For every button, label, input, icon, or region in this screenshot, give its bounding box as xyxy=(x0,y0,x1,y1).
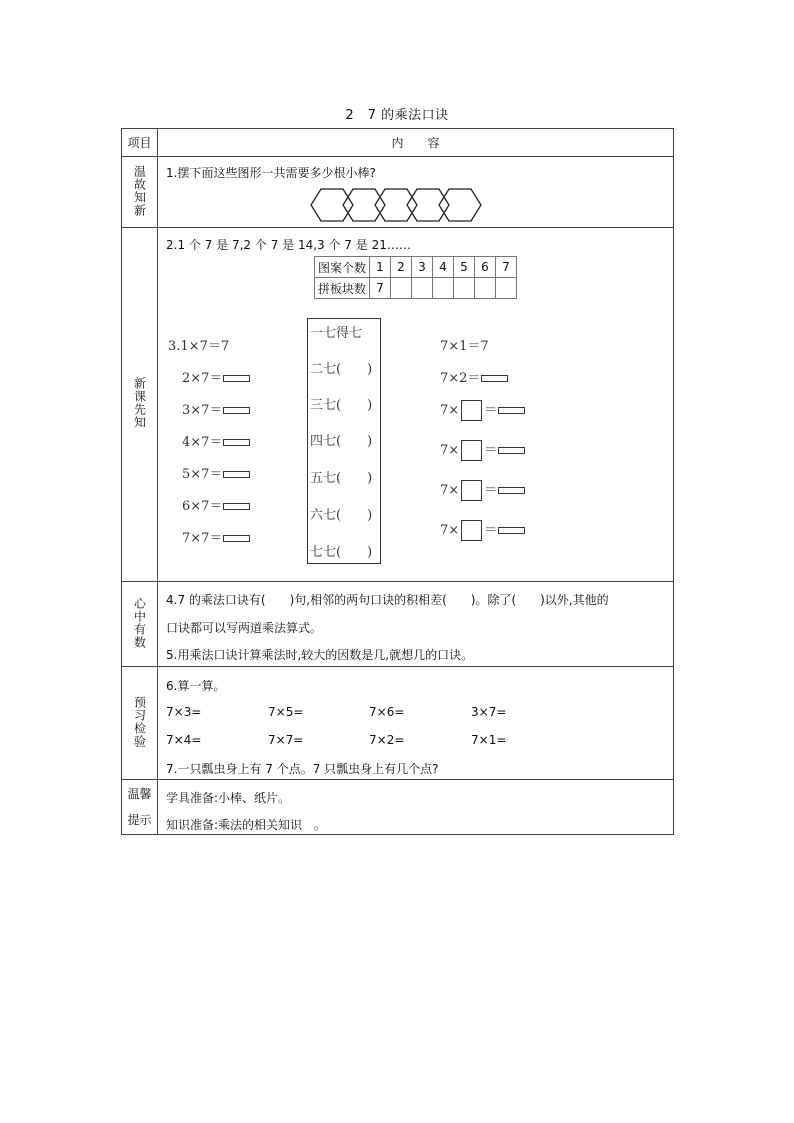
pattern-table xyxy=(314,256,517,299)
table-cell: 7 xyxy=(370,278,391,299)
new-label: 新课先知 xyxy=(132,377,147,429)
table-cell[interactable] xyxy=(391,278,412,299)
pattern-count-row xyxy=(315,257,517,278)
answer-blank[interactable] xyxy=(498,487,525,494)
hexagon-shape xyxy=(407,189,449,221)
table-cell[interactable] xyxy=(412,278,433,299)
header-item: 项目 xyxy=(122,129,158,157)
tips-line-1: 学具准备:小棒、纸片。 xyxy=(166,791,291,805)
answer-blank[interactable] xyxy=(223,503,250,510)
answer-blank[interactable] xyxy=(223,535,250,542)
section-new xyxy=(122,228,674,582)
calc-item: 7×6= xyxy=(369,705,405,719)
left-eq-5: 5×7＝ xyxy=(182,463,250,482)
tips-label-1: 温馨 xyxy=(127,787,152,801)
table-cell: 4 xyxy=(433,257,454,278)
factor-box[interactable] xyxy=(461,520,482,541)
right-eq-2: 7×2＝ xyxy=(440,367,508,386)
table-header-row xyxy=(122,129,674,157)
calc-item: 7×4= xyxy=(166,733,202,747)
table-cell[interactable] xyxy=(433,278,454,299)
factor-box[interactable] xyxy=(461,440,482,461)
preview-label: 预习检验 xyxy=(132,695,147,748)
answer-blank[interactable] xyxy=(498,527,525,534)
table-cell[interactable] xyxy=(496,278,517,299)
hexagon-shape xyxy=(439,189,481,221)
section-tips xyxy=(122,780,674,835)
left-eq-2: 2×7＝ xyxy=(182,367,250,386)
section-mind xyxy=(122,582,674,667)
table-cell: 6 xyxy=(475,257,496,278)
header-content: 内 容 xyxy=(158,129,674,157)
question-5: 5.用乘法口诀计算乘法时,较大的因数是几,就想几的口诀。 xyxy=(166,648,474,662)
right-eq-3: 7× ＝ xyxy=(440,399,525,421)
question-2: 2.1 个 7 是 7,2 个 7 是 14,3 个 7 是 21…… xyxy=(166,238,411,252)
left-eq-7: 7×7＝ xyxy=(182,527,250,546)
calc-item: 3×7= xyxy=(471,705,507,719)
answer-blank[interactable] xyxy=(498,407,525,414)
answer-blank[interactable] xyxy=(223,407,250,414)
calc-item: 7×5= xyxy=(268,705,304,719)
review-label: 温故知新 xyxy=(132,164,147,217)
tips-line-2: 知识准备:乘法的相关知识 。 xyxy=(166,818,327,832)
factor-box[interactable] xyxy=(461,480,482,501)
table-cell[interactable] xyxy=(454,278,475,299)
content-table xyxy=(121,128,674,835)
hexagon-shape xyxy=(343,189,385,221)
question-6: 6.算一算。 xyxy=(166,679,226,693)
table-cell[interactable] xyxy=(475,278,496,299)
right-eq-4: 7× ＝ xyxy=(440,439,525,461)
table-cell: 2 xyxy=(391,257,412,278)
table-cell: 1 xyxy=(370,257,391,278)
rhyme-7[interactable]: 七七( ) xyxy=(310,545,373,560)
question-7: 7.一只瓢虫身上有 7 个点。7 只瓢虫身上有几个点? xyxy=(166,762,439,776)
section-preview xyxy=(122,667,674,780)
hexagon-shape xyxy=(375,189,417,221)
answer-blank[interactable] xyxy=(481,375,508,382)
rhyme-4[interactable]: 四七( ) xyxy=(310,434,373,449)
hexagon-chain-figure xyxy=(310,188,524,222)
rhyme-5[interactable]: 五七( ) xyxy=(310,471,373,486)
rhyme-1: 一七得七 xyxy=(310,326,363,341)
answer-blank[interactable] xyxy=(223,375,250,382)
right-eq-6: 7× ＝ xyxy=(440,519,525,541)
calc-item: 7×3= xyxy=(166,705,202,719)
table-cell: 7 xyxy=(496,257,517,278)
table-cell: 3 xyxy=(412,257,433,278)
tips-label-2: 提示 xyxy=(127,813,152,827)
answer-blank[interactable] xyxy=(223,439,250,446)
table-cell: 5 xyxy=(454,257,475,278)
left-eq-3: 3×7＝ xyxy=(182,399,250,418)
factor-box[interactable] xyxy=(461,400,482,421)
left-eq-1: 3.1×7＝7 xyxy=(168,339,230,354)
rhyme-3[interactable]: 三七( ) xyxy=(310,398,373,413)
left-eq-6: 6×7＝ xyxy=(182,495,250,514)
question-4-line1: 4.7 的乘法口诀有( )句,相邻的两句口诀的积相差( )。除了( )以外,其他的 xyxy=(166,593,609,607)
left-eq-4: 4×7＝ xyxy=(182,431,250,450)
right-eq-5: 7× ＝ xyxy=(440,479,525,501)
tile-count-head: 拼板块数 xyxy=(315,278,370,299)
answer-blank[interactable] xyxy=(223,471,250,478)
rhyme-6[interactable]: 六七( ) xyxy=(310,508,373,523)
mind-label: 心中有数 xyxy=(132,596,147,649)
question-4-line2: 口诀都可以写两道乘法算式。 xyxy=(166,621,323,635)
calc-item: 7×2= xyxy=(369,733,405,747)
pattern-count-head: 图案个数 xyxy=(315,257,370,278)
hexagon-shape xyxy=(311,189,353,221)
calc-item: 7×1= xyxy=(471,733,507,747)
calc-item: 7×7= xyxy=(268,733,304,747)
section-review xyxy=(122,157,674,228)
rhyme-2[interactable]: 二七( ) xyxy=(310,362,373,377)
tile-count-row xyxy=(315,278,517,299)
page-title: 2 7 的乘法口诀 xyxy=(345,108,449,123)
answer-blank[interactable] xyxy=(498,447,525,454)
right-eq-1: 7×1＝7 xyxy=(440,339,489,354)
question-1: 1.摆下面这些图形一共需要多少根小棒? xyxy=(166,166,376,180)
